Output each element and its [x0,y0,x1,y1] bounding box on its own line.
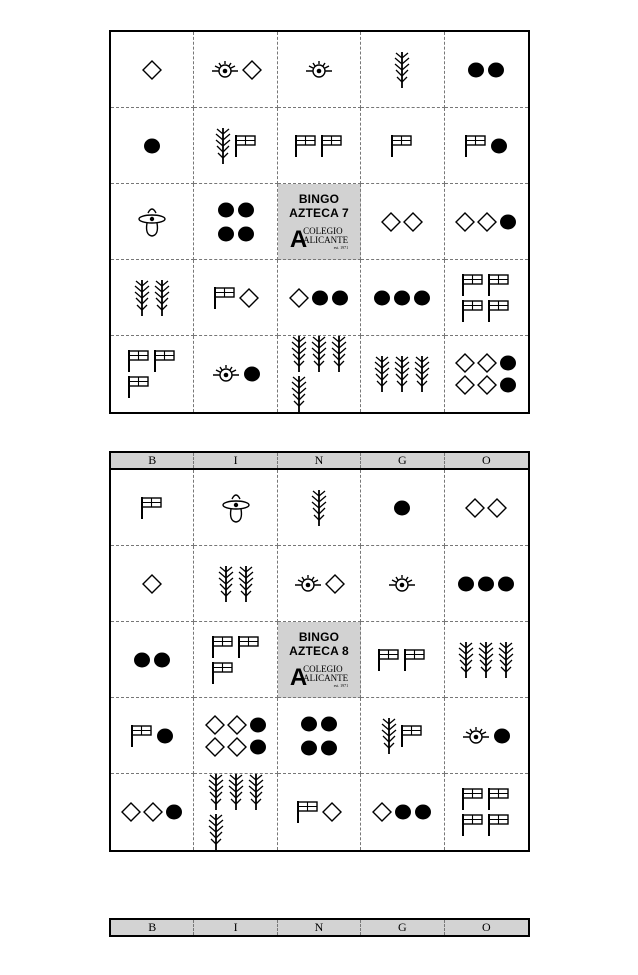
logo-line2: ALICANTE [303,235,349,245]
diamond-icon [455,353,475,373]
flag-icon [390,133,414,159]
diamond-icon [455,212,475,232]
reed-icon [457,640,475,680]
dot-icon [133,650,151,670]
dot-icon [331,288,349,308]
header-letter: B [111,920,194,935]
reed-icon [133,278,151,318]
diamond-icon [142,574,162,594]
dot-icon [477,574,495,594]
flower-icon [137,205,167,239]
bingo-cell [445,470,528,546]
dot-icon [217,224,235,244]
bingo-cell [445,336,528,412]
bingo-cell [361,774,444,850]
bingo-cell [194,32,277,108]
dot-icon [311,288,329,308]
flag-icon [487,298,511,324]
center-title-line2: AZTECA 7 [289,206,349,220]
eye-icon [387,573,417,595]
bingo-card-next [109,918,530,937]
bingo-cell [278,470,361,546]
dot-icon [393,498,411,518]
flag-icon [403,647,427,673]
bingo-cell [278,32,361,108]
dot-icon [490,136,508,156]
diamond-icon [143,802,163,822]
card-grid [111,32,528,412]
header-letter: I [194,453,277,468]
diamond-icon [477,353,497,373]
bingo-cell [361,184,444,260]
dot-icon [143,136,161,156]
diamond-icon [477,212,497,232]
reed-icon [330,334,348,374]
dot-icon [457,574,475,594]
bingo-cell [445,698,528,774]
diamond-icon [455,375,475,395]
bingo-cell [445,108,528,184]
diamond-icon [487,498,507,518]
school-logo [289,664,349,691]
flag-icon [320,133,344,159]
bingo-header-row [111,453,528,470]
logo-small: est. 1971 [333,245,349,250]
dot-icon [217,200,235,220]
bingo-cell [194,108,277,184]
diamond-icon [381,212,401,232]
bingo-cell [278,108,361,184]
reed-icon [214,126,232,166]
reed-icon [310,334,328,374]
flag-icon [487,812,511,838]
diamond-icon [239,288,259,308]
flag-icon [127,374,151,400]
header-letter: B [111,453,194,468]
diamond-icon [205,737,225,757]
bingo-cell [361,470,444,546]
reed-icon [153,278,171,318]
dot-icon [499,375,517,395]
card-grid [111,470,528,850]
bingo-cell [445,260,528,336]
header-letter: I [194,920,277,935]
dot-icon [499,212,517,232]
bingo-cell [111,108,194,184]
diamond-icon [142,60,162,80]
logo-line1: COLEGIO [303,226,343,236]
dot-icon [394,802,412,822]
diamond-icon [477,375,497,395]
diamond-icon [227,737,247,757]
reed-icon [217,564,235,604]
bingo-cell [445,774,528,850]
diamond-icon [403,212,423,232]
bingo-cell [278,336,361,412]
triangle-a-icon: A [289,226,308,253]
flag-icon [464,133,488,159]
bingo-cell [111,32,194,108]
bingo-cell [194,622,277,698]
header-letter: G [361,453,444,468]
center-cell [278,184,361,260]
center-title [289,192,349,220]
diamond-icon [242,60,262,80]
flag-icon [377,647,401,673]
reed-icon [477,640,495,680]
reed-icon [227,772,245,812]
bingo-cell [278,260,361,336]
diamond-icon [227,715,247,735]
flag-icon [211,660,235,686]
diamond-icon [289,288,309,308]
bingo-header-row [111,920,528,937]
center-cell [278,622,361,698]
header-letter: N [278,453,361,468]
logo-small: est. 1971 [333,683,349,688]
reed-icon [237,564,255,604]
header-letter: N [278,920,361,935]
bingo-cell [194,774,277,850]
bingo-cell [194,336,277,412]
reed-icon [310,488,328,528]
bingo-cell [111,470,194,546]
dot-icon [467,60,485,80]
bingo-cell [445,32,528,108]
eye-icon [293,573,323,595]
diamond-icon [322,802,342,822]
center-title-line2: AZTECA 8 [289,644,349,658]
reed-icon [247,772,265,812]
dot-icon [237,224,255,244]
dot-icon [373,288,391,308]
bingo-cell [194,698,277,774]
dot-icon [320,738,338,758]
diamond-icon [465,498,485,518]
flag-icon [461,272,485,298]
eye-icon [304,59,334,81]
bingo-cell [445,546,528,622]
bingo-cell [194,546,277,622]
reed-icon [393,50,411,90]
flag-icon [461,298,485,324]
header-letter: O [481,920,491,934]
triangle-a-icon: A [289,664,308,691]
bingo-cell [111,260,194,336]
flag-icon [130,723,154,749]
dot-icon [243,364,261,384]
flower-icon [221,491,251,525]
flag-icon [400,723,424,749]
bingo-cell [194,184,277,260]
bingo-card-7 [109,30,530,414]
diamond-icon [372,802,392,822]
bingo-cell [445,184,528,260]
dot-icon [499,353,517,373]
reed-icon [207,772,225,812]
bingo-cell [361,32,444,108]
flag-icon [237,634,261,660]
bingo-cell [361,260,444,336]
dot-icon [249,715,267,735]
bingo-cell [194,470,277,546]
center-title [289,630,349,658]
flag-icon [296,799,320,825]
diamond-icon [205,715,225,735]
bingo-cell [445,622,528,698]
bingo-cell [111,184,194,260]
eye-icon [211,363,241,385]
dot-icon [249,737,267,757]
bingo-cell [278,546,361,622]
diamond-icon [325,574,345,594]
reed-icon [290,374,308,414]
diamond-icon [121,802,141,822]
bingo-cell [361,698,444,774]
dot-icon [320,714,338,734]
school-logo [289,226,349,253]
reed-icon [393,354,411,394]
dot-icon [493,726,511,746]
bingo-cell [361,546,444,622]
bingo-cell [111,774,194,850]
bingo-card-8 [109,451,530,852]
reed-icon [380,716,398,756]
flag-icon [140,495,164,521]
bingo-cell [111,698,194,774]
dot-icon [156,726,174,746]
header-letter: O [481,453,491,467]
dot-icon [300,714,318,734]
flag-icon [294,133,318,159]
bingo-cell [194,260,277,336]
bingo-cell [278,774,361,850]
flag-icon [127,348,151,374]
center-title-line1: BINGO [298,630,340,644]
header-letter: G [361,920,444,935]
flag-icon [234,133,258,159]
dot-icon [413,288,431,308]
reed-icon [413,354,431,394]
flag-icon [213,285,237,311]
dot-icon [487,60,505,80]
bingo-cell [278,698,361,774]
bingo-cell [361,336,444,412]
logo-line1: COLEGIO [303,664,343,674]
dot-icon [300,738,318,758]
reed-icon [373,354,391,394]
center-title-line1: BINGO [298,192,340,206]
dot-icon [165,802,183,822]
bingo-cell [361,108,444,184]
reed-icon [207,812,225,852]
flag-icon [487,786,511,812]
reed-icon [497,640,515,680]
flag-icon [153,348,177,374]
dot-icon [414,802,432,822]
dot-icon [237,200,255,220]
flag-icon [211,634,235,660]
dot-icon [393,288,411,308]
bingo-cell [361,622,444,698]
flag-icon [461,812,485,838]
bingo-cell [111,336,194,412]
eye-icon [461,725,491,747]
dot-icon [497,574,515,594]
bingo-cell [111,546,194,622]
flag-icon [487,272,511,298]
reed-icon [290,334,308,374]
logo-line2: ALICANTE [303,673,349,683]
flag-icon [461,786,485,812]
bingo-cell [111,622,194,698]
eye-icon [210,59,240,81]
dot-icon [153,650,171,670]
